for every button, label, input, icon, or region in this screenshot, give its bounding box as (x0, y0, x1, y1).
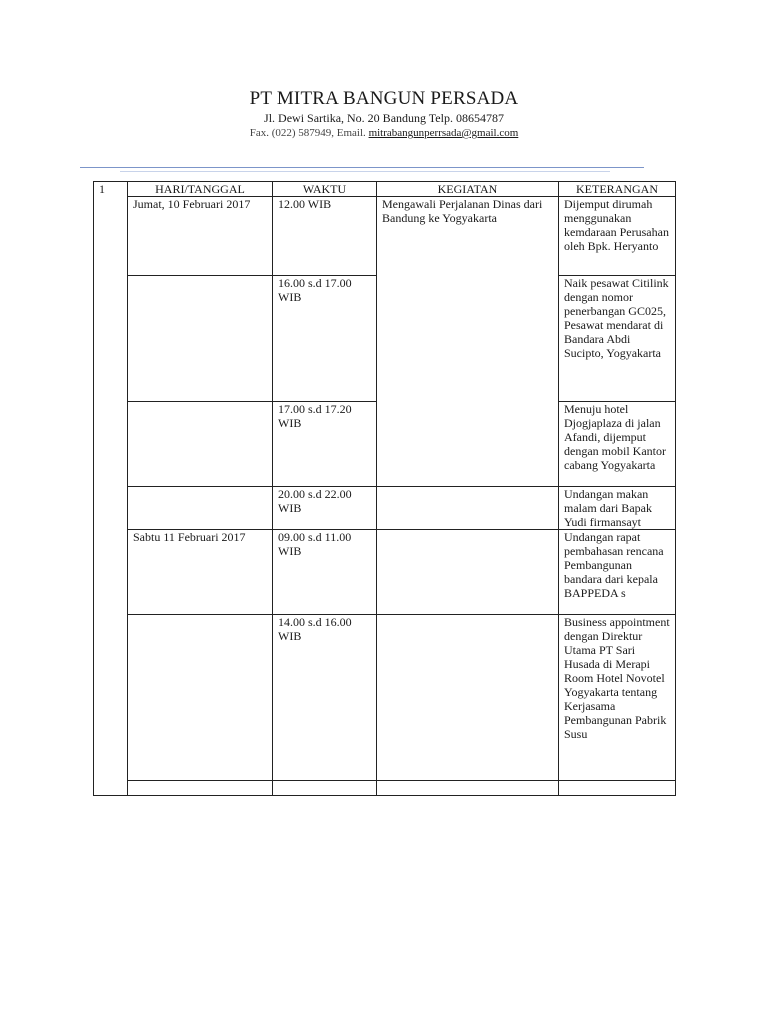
cell-activity (377, 530, 559, 615)
company-contact (0, 126, 768, 140)
cell-day (128, 402, 273, 487)
header-activity: KEGIATAN (377, 182, 559, 197)
cell-time: 16.00 s.d 17.00 WIB (273, 276, 377, 402)
header-divider-secondary (120, 171, 610, 172)
cell-note: Dijemput dirumah menggunakan kemdaraan Perusahan oleh Bpk. Heryanto (559, 197, 676, 276)
cell-note: Undangan makan malam dari Bapak Yudi firmansayt (559, 487, 676, 530)
cell-note: Naik pesawat Citilink dengan nomor penerbangan GC025, Pesawat mendarat di Bandara Abdi Sucipto, Yogyakarta (559, 276, 676, 402)
cell-day (128, 781, 273, 796)
header-divider (80, 167, 644, 168)
letterhead (0, 88, 768, 140)
cell-activity (377, 615, 559, 781)
cell-day: Sabtu 11 Februari 2017 (128, 530, 273, 615)
cell-activity: Mengawali Perjalanan Dinas dari Bandung ke Yogyakarta (377, 197, 559, 487)
item-number: 1 (94, 182, 128, 796)
header-time: WAKTU (273, 182, 377, 197)
cell-time: 09.00 s.d 11.00 WIB (273, 530, 377, 615)
cell-time: 20.00 s.d 22.00 WIB (273, 487, 377, 530)
cell-time: 14.00 s.d 16.00 WIB (273, 615, 377, 781)
cell-time: 12.00 WIB (273, 197, 377, 276)
cell-day (128, 615, 273, 781)
company-name: PT MITRA BANGUN PERSADA (249, 88, 519, 109)
cell-note (559, 781, 676, 796)
cell-day (128, 487, 273, 530)
cell-note: Business appointment dengan Direktur Utama PT Sari Husada di Merapi Room Hotel Novotel Yogyakarta tentang Kerjasama Pembangunan Pabrik Susu (559, 615, 676, 781)
email-link[interactable]: mitrabangunperrsada@gmail.com (368, 127, 519, 139)
cell-activity (377, 781, 559, 796)
table-row-empty (94, 781, 676, 796)
cell-note: Undangan rapat pembahasan rencana Pembangunan bandara dari kepala BAPPEDA s (559, 530, 676, 615)
schedule-table (93, 181, 676, 796)
cell-time: 17.00 s.d 17.20 WIB (273, 402, 377, 487)
cell-note: Menuju hotel Djogjaplaza di jalan Afandi, dijemput dengan mobil Kantor cabang Yogyakarta (559, 402, 676, 487)
table-row (94, 487, 676, 530)
table-row (94, 530, 676, 615)
company-address: Jl. Dewi Sartika, No. 20 Bandung Telp. 08654787 (264, 111, 504, 125)
table-row (94, 615, 676, 781)
table-row (94, 197, 676, 276)
table-header-row (94, 182, 676, 197)
header-day: HARI/TANGGAL (128, 182, 273, 197)
cell-day (128, 276, 273, 402)
cell-day: Jumat, 10 Februari 2017 (128, 197, 273, 276)
cell-time (273, 781, 377, 796)
cell-activity (377, 487, 559, 530)
header-note: KETERANGAN (559, 182, 676, 197)
fax-text: Fax. (022) 587949, Email. (249, 127, 369, 139)
